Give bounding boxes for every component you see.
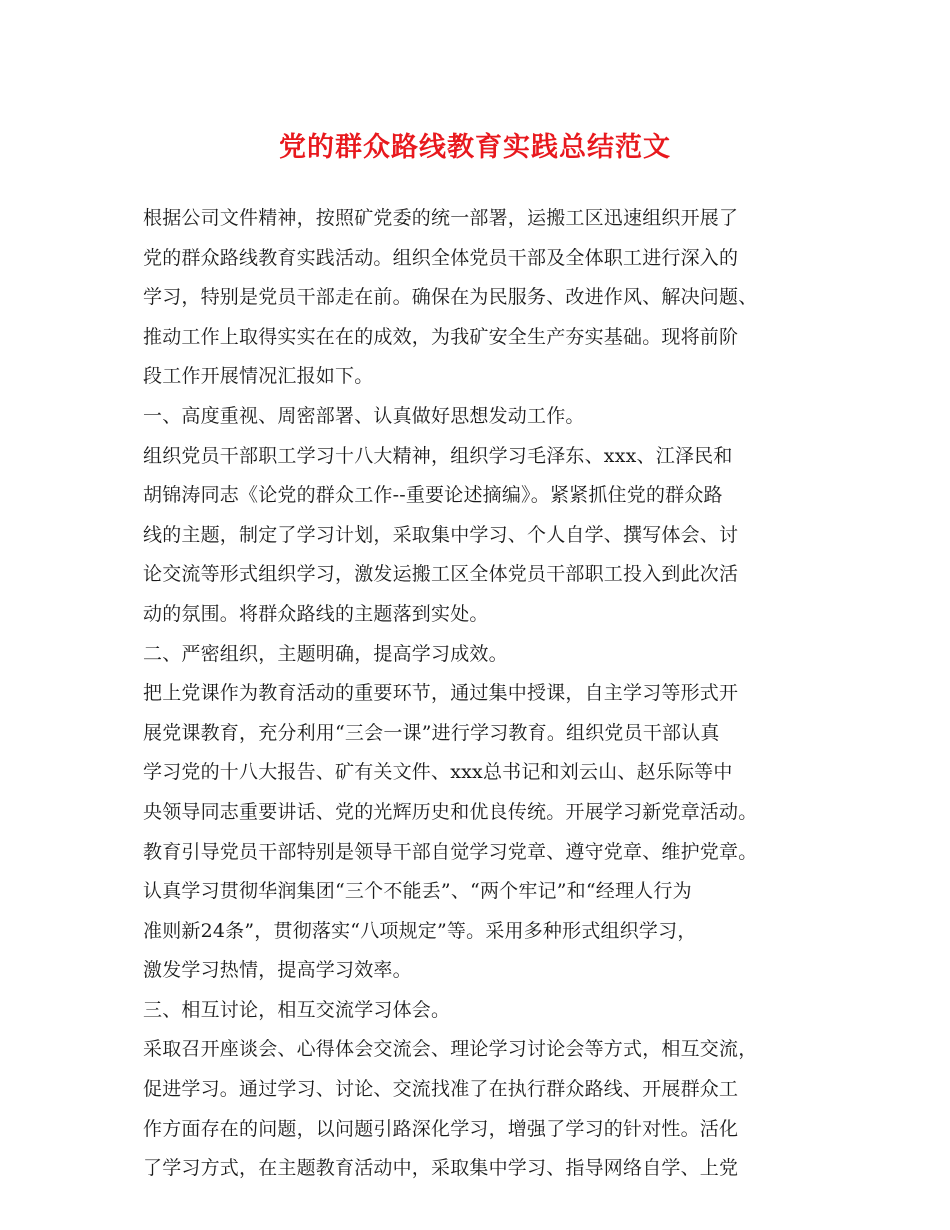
text-line: 采取召开座谈会、心得体会交流会、理论学习讨论会等方式，相互交流， xyxy=(143,1038,758,1061)
text-line: 推动工作上取得实实在在的成效，为我矿安全生产夯实基础。现将前阶 xyxy=(143,325,739,348)
text-line: 激发学习热情，提高学习效率。 xyxy=(143,959,412,982)
text-line: 胡锦涛同志《论党的群众工作--重要论述摘编》。紧紧抓住党的群众路 xyxy=(143,484,723,507)
document-body xyxy=(143,199,825,1189)
text-line: 线的主题，制定了学习计划，采取集中学习、个人自学、撰写体会、讨 xyxy=(143,523,739,546)
text-line: 根据公司文件精神，按照矿党委的统一部署，运搬工区迅速组织开展了 xyxy=(143,207,739,229)
text-line: 准则新24条”，贯彻落实“八项规定”等。采用多种形式组织学习， xyxy=(143,919,697,942)
text-line: 党的群众路线教育实践活动。组织全体党员干部及全体职工进行深入的 xyxy=(143,246,739,269)
text-line: 组织党员干部职工学习十八大精神，组织学习毛泽东、xxx、江泽民和 xyxy=(143,444,733,467)
text-line: 促进学习。通过学习、讨论、交流找准了在执行群众路线、开展群众工 xyxy=(143,1078,739,1101)
text-line: 把上党课作为教育活动的重要环节，通过集中授课，自主学习等形式开 xyxy=(143,682,739,705)
text-line: 动的氛围。将群众路线的主题落到实处。 xyxy=(143,602,489,625)
text-line: 认真学习贯彻华润集团“三个不能丢”、“两个牢记”和“经理人行为 xyxy=(143,880,692,903)
text-line: 作方面存在的问题，以问题引路深化学习，增强了学习的针对性。活化 xyxy=(143,1117,739,1140)
section-heading-1: 一、高度重视、周密部署、认真做好思想发动工作。 xyxy=(143,404,585,427)
document-title: 党的群众路线教育实践总结范文 xyxy=(279,132,671,163)
text-line: 学习党的十八大报告、矿有关文件、xxx总书记和刘云山、赵乐际等中 xyxy=(143,761,733,784)
text-line: 了学习方式，在主题教育活动中，采取集中学习、指导网络自学、上党 xyxy=(143,1157,739,1180)
text-line: 学习，特别是党员干部走在前。确保在为民服务、改进作风、解决问题、 xyxy=(143,286,758,309)
text-line: 论交流等形式组织学习，激发运搬工区全体党员干部职工投入到此次活 xyxy=(143,563,739,586)
text-line: 展党课教育，充分利用“三会一课”进行学习教育。组织党员干部认真 xyxy=(143,721,720,744)
text-line: 央领导同志重要讲话、党的光辉历史和优良传统。开展学习新党章活动。 xyxy=(143,800,758,823)
text-line: 段工作开展情况汇报如下。 xyxy=(143,365,374,388)
section-heading-3: 三、相互讨论，相互交流学习体会。 xyxy=(143,998,451,1021)
section-heading-2: 二、严密组织，主题明确，提高学习成效。 xyxy=(143,642,508,665)
text-line: 教育引导党员干部特别是领导干部自觉学习党章、遵守党章、维护党章。 xyxy=(143,840,758,863)
